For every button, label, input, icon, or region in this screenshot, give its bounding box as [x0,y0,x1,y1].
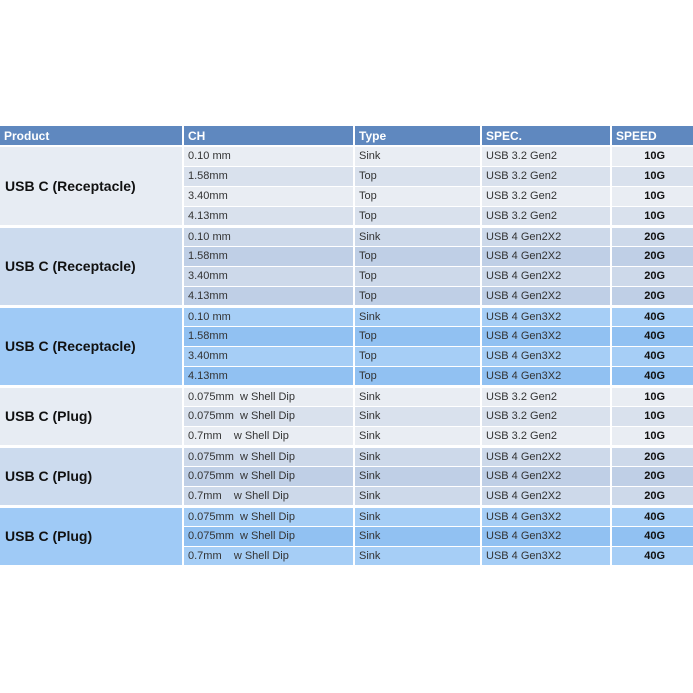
speed-cell: 10G [611,386,693,406]
usb-c-spec-table [0,126,693,568]
ch-cell: 0.7mm w Shell Dip [183,546,354,566]
type-cell: Sink [354,426,481,446]
spec-cell: USB 3.2 Gen2 [481,426,611,446]
header-row [0,126,693,146]
speed-cell: 20G [611,446,693,466]
type-cell: Top [354,326,481,346]
product-cell: USB C (Receptacle) [0,226,183,306]
speed-cell: 10G [611,406,693,426]
spec-cell: USB 3.2 Gen2 [481,186,611,206]
spec-cell: USB 4 Gen2X2 [481,486,611,506]
table-row [0,226,693,246]
spec-cell: USB 4 Gen3X2 [481,506,611,526]
product-cell: USB C (Receptacle) [0,146,183,226]
ch-cell: 0.10 mm [183,146,354,166]
type-cell: Sink [354,406,481,426]
type-cell: Top [354,186,481,206]
spec-cell: USB 3.2 Gen2 [481,406,611,426]
spec-cell: USB 4 Gen2X2 [481,466,611,486]
header-product: Product [0,126,183,146]
ch-cell: 0.7mm w Shell Dip [183,486,354,506]
table-row [0,506,693,526]
ch-cell: 0.075mm w Shell Dip [183,406,354,426]
speed-cell: 40G [611,506,693,526]
type-cell: Sink [354,446,481,466]
ch-cell: 0.075mm w Shell Dip [183,446,354,466]
type-cell: Sink [354,546,481,566]
ch-cell: 3.40mm [183,266,354,286]
speed-cell: 20G [611,266,693,286]
ch-cell: 0.075mm w Shell Dip [183,526,354,546]
speed-cell: 40G [611,546,693,566]
spec-cell: USB 4 Gen2X2 [481,266,611,286]
speed-cell: 40G [611,346,693,366]
type-cell: Top [354,266,481,286]
ch-cell: 1.58mm [183,166,354,186]
speed-cell: 20G [611,226,693,246]
table-row [0,306,693,326]
speed-cell: 40G [611,526,693,546]
ch-cell: 4.13mm [183,206,354,226]
spec-cell: USB 3.2 Gen2 [481,146,611,166]
type-cell: Top [354,246,481,266]
product-cell: USB C (Plug) [0,506,183,566]
type-cell: Top [354,346,481,366]
type-cell: Sink [354,486,481,506]
spec-cell: USB 4 Gen3X2 [481,346,611,366]
ch-cell: 0.075mm w Shell Dip [183,466,354,486]
header-spec: SPEC. [481,126,611,146]
ch-cell: 0.075mm w Shell Dip [183,506,354,526]
speed-cell: 20G [611,246,693,266]
speed-cell: 40G [611,306,693,326]
product-cell: USB C (Receptacle) [0,306,183,386]
header-ch: CH [183,126,354,146]
spec-cell: USB 4 Gen3X2 [481,306,611,326]
spec-cell: USB 4 Gen2X2 [481,246,611,266]
spec-cell: USB 4 Gen3X2 [481,546,611,566]
spec-cell: USB 3.2 Gen2 [481,166,611,186]
ch-cell: 1.58mm [183,326,354,346]
speed-cell: 20G [611,286,693,306]
type-cell: Sink [354,306,481,326]
product-cell: USB C (Plug) [0,446,183,506]
speed-cell: 10G [611,206,693,226]
ch-cell: 4.13mm [183,366,354,386]
spec-cell: USB 4 Gen2X2 [481,286,611,306]
ch-cell: 0.075mm w Shell Dip [183,386,354,406]
product-cell: USB C (Plug) [0,386,183,446]
header-type: Type [354,126,481,146]
spec-cell: USB 3.2 Gen2 [481,386,611,406]
spec-cell: USB 3.2 Gen2 [481,206,611,226]
ch-cell: 3.40mm [183,346,354,366]
type-cell: Sink [354,506,481,526]
spec-cell: USB 4 Gen2X2 [481,226,611,246]
spec-cell: USB 4 Gen3X2 [481,366,611,386]
type-cell: Sink [354,146,481,166]
type-cell: Sink [354,526,481,546]
table-row [0,446,693,466]
speed-cell: 10G [611,166,693,186]
type-cell: Top [354,286,481,306]
spec-cell: USB 4 Gen2X2 [481,446,611,466]
table-header [0,126,693,146]
table-row [0,146,693,166]
type-cell: Sink [354,386,481,406]
ch-cell: 0.7mm w Shell Dip [183,426,354,446]
table-body [0,146,693,566]
speed-cell: 20G [611,466,693,486]
ch-cell: 0.10 mm [183,226,354,246]
speed-cell: 40G [611,326,693,346]
speed-cell: 40G [611,366,693,386]
type-cell: Top [354,166,481,186]
spec-cell: USB 4 Gen3X2 [481,526,611,546]
ch-cell: 0.10 mm [183,306,354,326]
speed-cell: 10G [611,146,693,166]
type-cell: Sink [354,226,481,246]
speed-cell: 10G [611,186,693,206]
header-speed: SPEED [611,126,693,146]
speed-cell: 20G [611,486,693,506]
table-row [0,386,693,406]
type-cell: Top [354,366,481,386]
type-cell: Sink [354,466,481,486]
speed-cell: 10G [611,426,693,446]
ch-cell: 1.58mm [183,246,354,266]
ch-cell: 4.13mm [183,286,354,306]
spec-cell: USB 4 Gen3X2 [481,326,611,346]
type-cell: Top [354,206,481,226]
ch-cell: 3.40mm [183,186,354,206]
